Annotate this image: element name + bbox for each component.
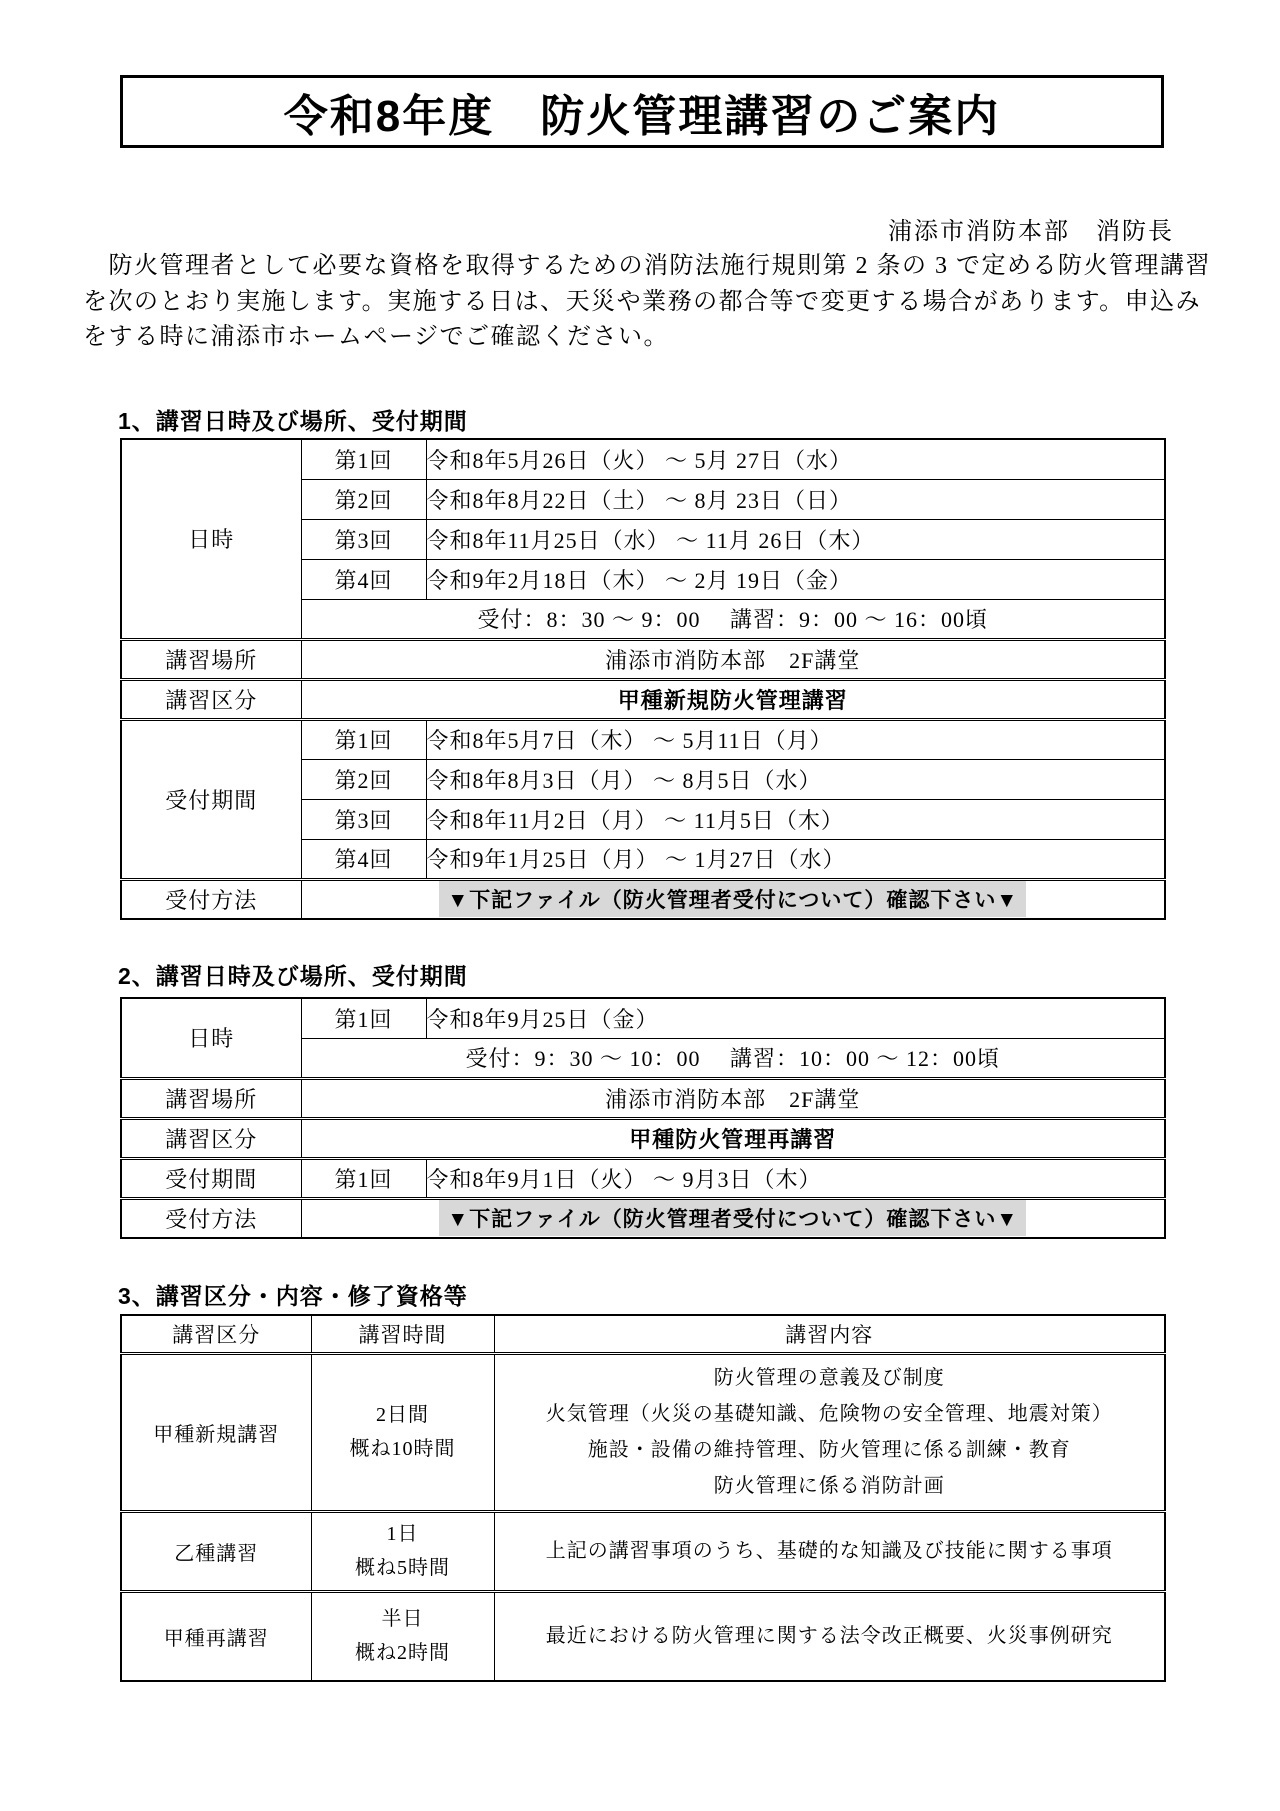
- session-date-cell: 令和8年11月25日（水） ～ 11月 26日（木）: [426, 519, 1165, 559]
- category-value-cell: 甲種新規防火管理講習: [301, 679, 1165, 719]
- highlight-note: ▼下記ファイル（防火管理者受付について）確認下さい▼: [439, 1200, 1026, 1236]
- table-row: [121, 998, 1165, 1038]
- method-value-cell: [301, 1198, 1165, 1238]
- session-date-cell: 令和8年8月22日（土） ～ 8月 23日（日）: [426, 479, 1165, 519]
- session-no-cell: 第1回: [301, 1158, 426, 1198]
- course-content-cell: [494, 1591, 1165, 1681]
- table-row: [121, 1198, 1165, 1238]
- table-row: [121, 639, 1165, 679]
- course-content-cell: [494, 1353, 1165, 1511]
- course-category-cell: 甲種新規講習: [121, 1353, 311, 1511]
- place-label-cell: 講習場所: [121, 1078, 301, 1118]
- session-date-cell: 令和8年5月7日（木） ～ 5月11日（月）: [426, 719, 1165, 759]
- session-no-cell: 第2回: [301, 479, 426, 519]
- page-title: 令和8年度 防火管理講習のご案内: [283, 91, 1001, 141]
- category-label-cell: 講習区分: [121, 679, 301, 719]
- session-date-cell: 令和9年1月25日（月） ～ 1月27日（水）: [426, 839, 1165, 879]
- session-no-cell: 第2回: [301, 759, 426, 799]
- course-duration-cell: [311, 1511, 494, 1591]
- intro-paragraph: [83, 249, 1243, 356]
- section1-heading: 1、講習日時及び場所、受付期間: [118, 408, 468, 434]
- course-category-cell: 乙種講習: [121, 1511, 311, 1591]
- session-date-cell: 令和8年9月25日（金）: [426, 998, 1165, 1038]
- session-no-cell: 第4回: [301, 559, 426, 599]
- document-title-box: [120, 75, 1164, 148]
- place-value-cell: 浦添市消防本部 2F講堂: [301, 639, 1165, 679]
- table-row: [121, 1591, 1165, 1681]
- time-note-cell: 受付：9：30 ～ 10：00 講習：10：00 ～ 12：00頃: [301, 1038, 1165, 1078]
- table-row: [121, 879, 1165, 919]
- course-category-cell: 甲種再講習: [121, 1591, 311, 1681]
- method-label-cell: 受付方法: [121, 1198, 301, 1238]
- intro-line: をする時に浦添市ホームページでご確認ください。: [83, 324, 670, 350]
- session-no-cell: 第1回: [301, 998, 426, 1038]
- session-no-cell: 第4回: [301, 839, 426, 879]
- col-header-category: 講習区分: [121, 1315, 311, 1353]
- content-line: 防火管理に係る消防計画: [713, 1475, 945, 1497]
- section3-curriculum-table: [120, 1314, 1166, 1682]
- course-content-cell: [494, 1511, 1165, 1591]
- table-row: [121, 439, 1165, 479]
- table-row: [121, 1078, 1165, 1118]
- table-row: [121, 1158, 1165, 1198]
- course-duration-cell: [311, 1591, 494, 1681]
- section2-schedule-table: [120, 997, 1166, 1239]
- table-row: [121, 1353, 1165, 1511]
- session-date-cell: 令和8年11月2日（月） ～ 11月5日（木）: [426, 799, 1165, 839]
- datetime-label-cell: 日時: [121, 439, 301, 639]
- method-label-cell: 受付方法: [121, 879, 301, 919]
- session-no-cell: 第1回: [301, 719, 426, 759]
- content-line: 施設・設備の維持管理、防火管理に係る訓練・教育: [587, 1439, 1071, 1461]
- table-row: [121, 679, 1165, 719]
- table-row: [121, 1511, 1165, 1591]
- duration-line: 概ね5時間: [355, 1557, 450, 1579]
- session-date-cell: 令和8年8月3日（月） ～ 8月5日（水）: [426, 759, 1165, 799]
- duration-line: 2日間: [376, 1404, 429, 1426]
- session-date-cell: 令和9年2月18日（木） ～ 2月 19日（金）: [426, 559, 1165, 599]
- session-no-cell: 第3回: [301, 799, 426, 839]
- content-line: 火気管理（火災の基礎知識、危険物の安全管理、地震対策）: [545, 1403, 1113, 1425]
- section1-schedule-table: [120, 438, 1166, 920]
- datetime-label-cell: 日時: [121, 998, 301, 1078]
- session-no-cell: 第3回: [301, 519, 426, 559]
- highlight-note: ▼下記ファイル（防火管理者受付について）確認下さい▼: [439, 881, 1026, 917]
- reception-label-cell: 受付期間: [121, 1158, 301, 1198]
- course-duration-cell: [311, 1353, 494, 1511]
- category-label-cell: 講習区分: [121, 1118, 301, 1158]
- intro-line: 防火管理者として必要な資格を取得するための消防法施行規則第 2 条の 3 で定める防火管理講習: [83, 253, 1211, 279]
- content-line: 上記の講習事項のうち、基礎的な知識及び技能に関する事項: [545, 1540, 1113, 1562]
- signature-line: 浦添市消防本部 消防長: [888, 219, 1174, 245]
- intro-line: を次のとおり実施します。実施する日は、天災や業務の都合等で変更する場合があります。申込み: [83, 288, 1202, 315]
- session-date-cell: 令和8年5月26日（火） ～ 5月 27日（水）: [426, 439, 1165, 479]
- table-row: [121, 719, 1165, 759]
- category-value-cell: 甲種防火管理再講習: [301, 1118, 1165, 1158]
- content-line: 防火管理の意義及び制度: [713, 1367, 945, 1389]
- method-value-cell: [301, 879, 1165, 919]
- duration-line: 概ね2時間: [355, 1642, 450, 1665]
- duration-line: 1日: [386, 1523, 419, 1545]
- col-header-content: 講習内容: [494, 1315, 1165, 1353]
- col-header-duration: 講習時間: [311, 1315, 494, 1353]
- time-note-cell: 受付：8：30 ～ 9：00 講習：9：00 ～ 16：00頃: [301, 599, 1165, 639]
- reception-label-cell: 受付期間: [121, 719, 301, 879]
- duration-line: 半日: [381, 1608, 424, 1631]
- section2-heading: 2、講習日時及び場所、受付期間: [118, 963, 468, 989]
- session-date-cell: 令和8年9月1日（火） ～ 9月3日（木）: [426, 1158, 1165, 1198]
- table-row: [121, 1118, 1165, 1158]
- place-value-cell: 浦添市消防本部 2F講堂: [301, 1078, 1165, 1118]
- section3-heading: 3、講習区分・内容・修了資格等: [118, 1283, 468, 1309]
- place-label-cell: 講習場所: [121, 639, 301, 679]
- duration-line: 概ね10時間: [349, 1438, 456, 1460]
- content-line: 最近における防火管理に関する法令改正概要、火災事例研究: [545, 1625, 1113, 1648]
- table-header-row: [121, 1315, 1165, 1353]
- session-no-cell: 第1回: [301, 439, 426, 479]
